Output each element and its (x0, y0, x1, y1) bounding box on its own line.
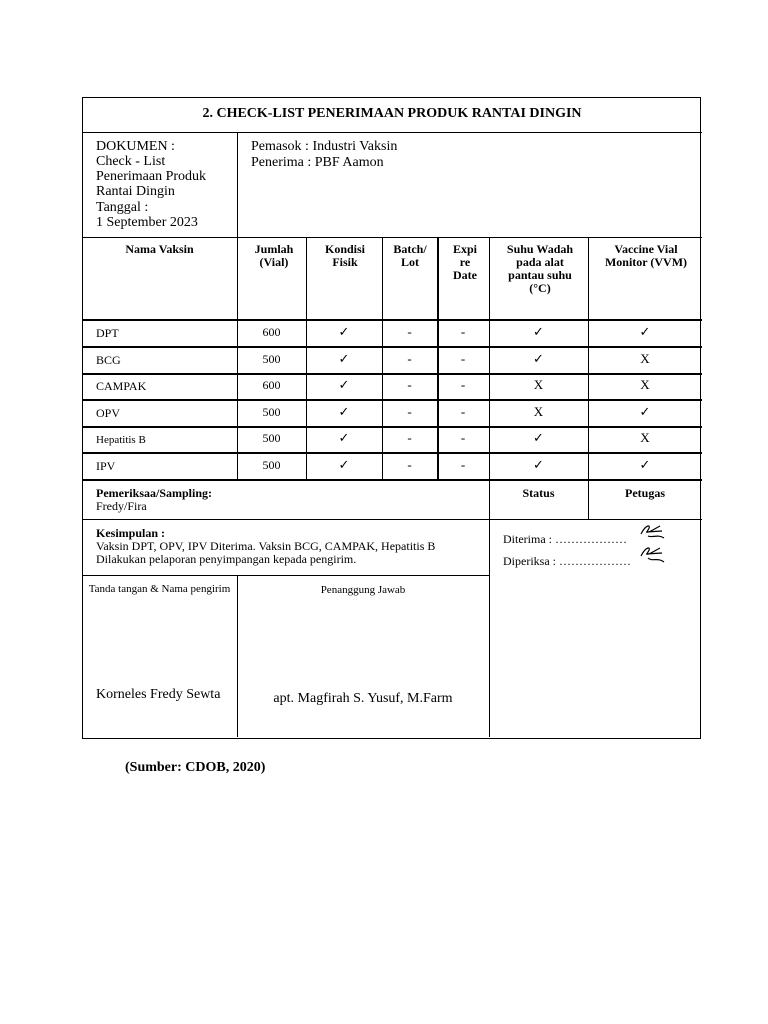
cell-kondisi: ✓ (338, 351, 350, 366)
kesimpulan-label: Kesimpulan : (96, 526, 166, 540)
divider (82, 479, 702, 481)
column-header-suhu: Suhu Wadah pada alat pantau suhu (°C) (506, 242, 574, 295)
pemasok: Pemasok : Industri Vaksin (251, 139, 398, 154)
pemeriksaan-label: Pemeriksaa/Sampling: (96, 486, 212, 500)
cell-suhu: ✓ (533, 351, 544, 366)
diperiksa-line: Diperiksa : ……………… (503, 554, 631, 568)
divider (82, 237, 702, 238)
signature-diperiksa (638, 544, 668, 566)
cell-expire: - (460, 377, 466, 392)
cell-kondisi: ✓ (338, 324, 350, 339)
cell-suhu: ✓ (533, 324, 544, 339)
cell-suhu: ✓ (533, 457, 544, 472)
cell-batch: - (407, 377, 412, 392)
column-header-kondisi: Kondisi Fisik (324, 242, 366, 269)
cell-jumlah: 500 (262, 458, 281, 472)
column-header-vvm: Vaccine Vial Monitor (VVM) (604, 242, 688, 269)
kesimpulan-line: Vaksin DPT, OPV, IPV Diterima. Vaksin BCG, CAMPAK, Hepatitis B (96, 539, 436, 553)
cell-nama: IPV (96, 459, 116, 473)
cell-kondisi: ✓ (338, 377, 350, 392)
cell-batch: - (407, 404, 412, 419)
cell-nama: OPV (96, 406, 121, 420)
cell-expire: - (460, 457, 466, 472)
cell-jumlah: 500 (262, 405, 281, 419)
divider (82, 426, 702, 428)
cell-nama: BCG (96, 353, 121, 367)
petugas-label: Petugas (625, 486, 665, 500)
cell-batch: - (407, 324, 412, 339)
dokumen-line: Rantai Dingin (96, 184, 175, 199)
cell-batch: - (407, 430, 412, 445)
document-title: 2. CHECK-LIST PENERIMAAN PRODUK RANTAI DINGIN (202, 106, 582, 121)
cell-batch: - (407, 351, 412, 366)
column-header-expire: Expi re Date (452, 242, 477, 282)
divider (82, 319, 702, 321)
cell-jumlah: 600 (262, 378, 281, 392)
cell-vvm: ✓ (639, 404, 651, 419)
divider (82, 452, 702, 454)
divider (82, 373, 702, 375)
cell-vvm: X (640, 430, 650, 445)
dokumen-line: Penerimaan Produk (96, 169, 207, 184)
penanggung-label: Penanggung Jawab (320, 584, 406, 596)
cell-expire: - (460, 324, 466, 339)
cell-suhu: ✓ (533, 430, 544, 445)
dokumen-line: 1 September 2023 (96, 215, 198, 230)
divider (82, 346, 702, 348)
cell-nama: Hepatitis B (96, 434, 146, 446)
signature-diterima (638, 522, 668, 542)
divider (82, 399, 702, 401)
divider (237, 575, 238, 737)
kesimpulan-line: Dilakukan pelaporan penyimpangan kepada pengirim. (96, 552, 357, 566)
cell-batch: - (407, 457, 412, 472)
cell-expire: - (460, 404, 466, 419)
dokumen-line: DOKUMEN : (96, 139, 175, 154)
cell-kondisi: ✓ (338, 457, 350, 472)
pengirim-name: Korneles Fredy Sewta (96, 687, 221, 702)
cell-vvm: X (640, 377, 650, 392)
cell-vvm: ✓ (639, 324, 651, 339)
checklist-document (82, 97, 702, 740)
dokumen-line: Check - List (96, 154, 166, 169)
pemeriksaan-value: Fredy/Fira (96, 499, 147, 513)
cell-kondisi: ✓ (338, 430, 350, 445)
tanda-tangan-text: Tanda tangan & Nama pengirim (88, 583, 231, 595)
column-header-nama: Nama Vaksin (125, 242, 194, 256)
cell-nama: CAMPAK (96, 379, 147, 393)
divider (82, 519, 702, 520)
divider (82, 132, 702, 133)
cell-expire: - (460, 351, 466, 366)
tanda-tangan-label (82, 583, 237, 596)
penerima: Penerima : PBF Aamon (251, 155, 384, 170)
cell-jumlah: 600 (262, 325, 281, 339)
divider (237, 132, 238, 237)
cell-suhu: X (533, 377, 544, 392)
divider (82, 575, 490, 576)
cell-suhu: X (533, 404, 544, 419)
cell-kondisi: ✓ (338, 404, 350, 419)
cell-expire: - (460, 430, 466, 445)
cell-jumlah: 500 (262, 431, 281, 445)
column-header-batch: Batch/ Lot (393, 242, 427, 269)
cell-vvm: ✓ (639, 457, 651, 472)
status-label: Status (522, 486, 555, 500)
dokumen-line: Tanggal : (96, 200, 149, 215)
column-header-jumlah: Jumlah (Vial) (254, 242, 294, 269)
cell-vvm: X (640, 351, 650, 366)
cell-nama: DPT (96, 326, 119, 340)
source-note: (Sumber: CDOB, 2020) (125, 760, 266, 775)
penanggung-name: apt. Magfirah S. Yusuf, M.Farm (273, 691, 453, 706)
diterima-line: Diterima : ……………… (503, 532, 627, 546)
cell-jumlah: 500 (262, 352, 281, 366)
